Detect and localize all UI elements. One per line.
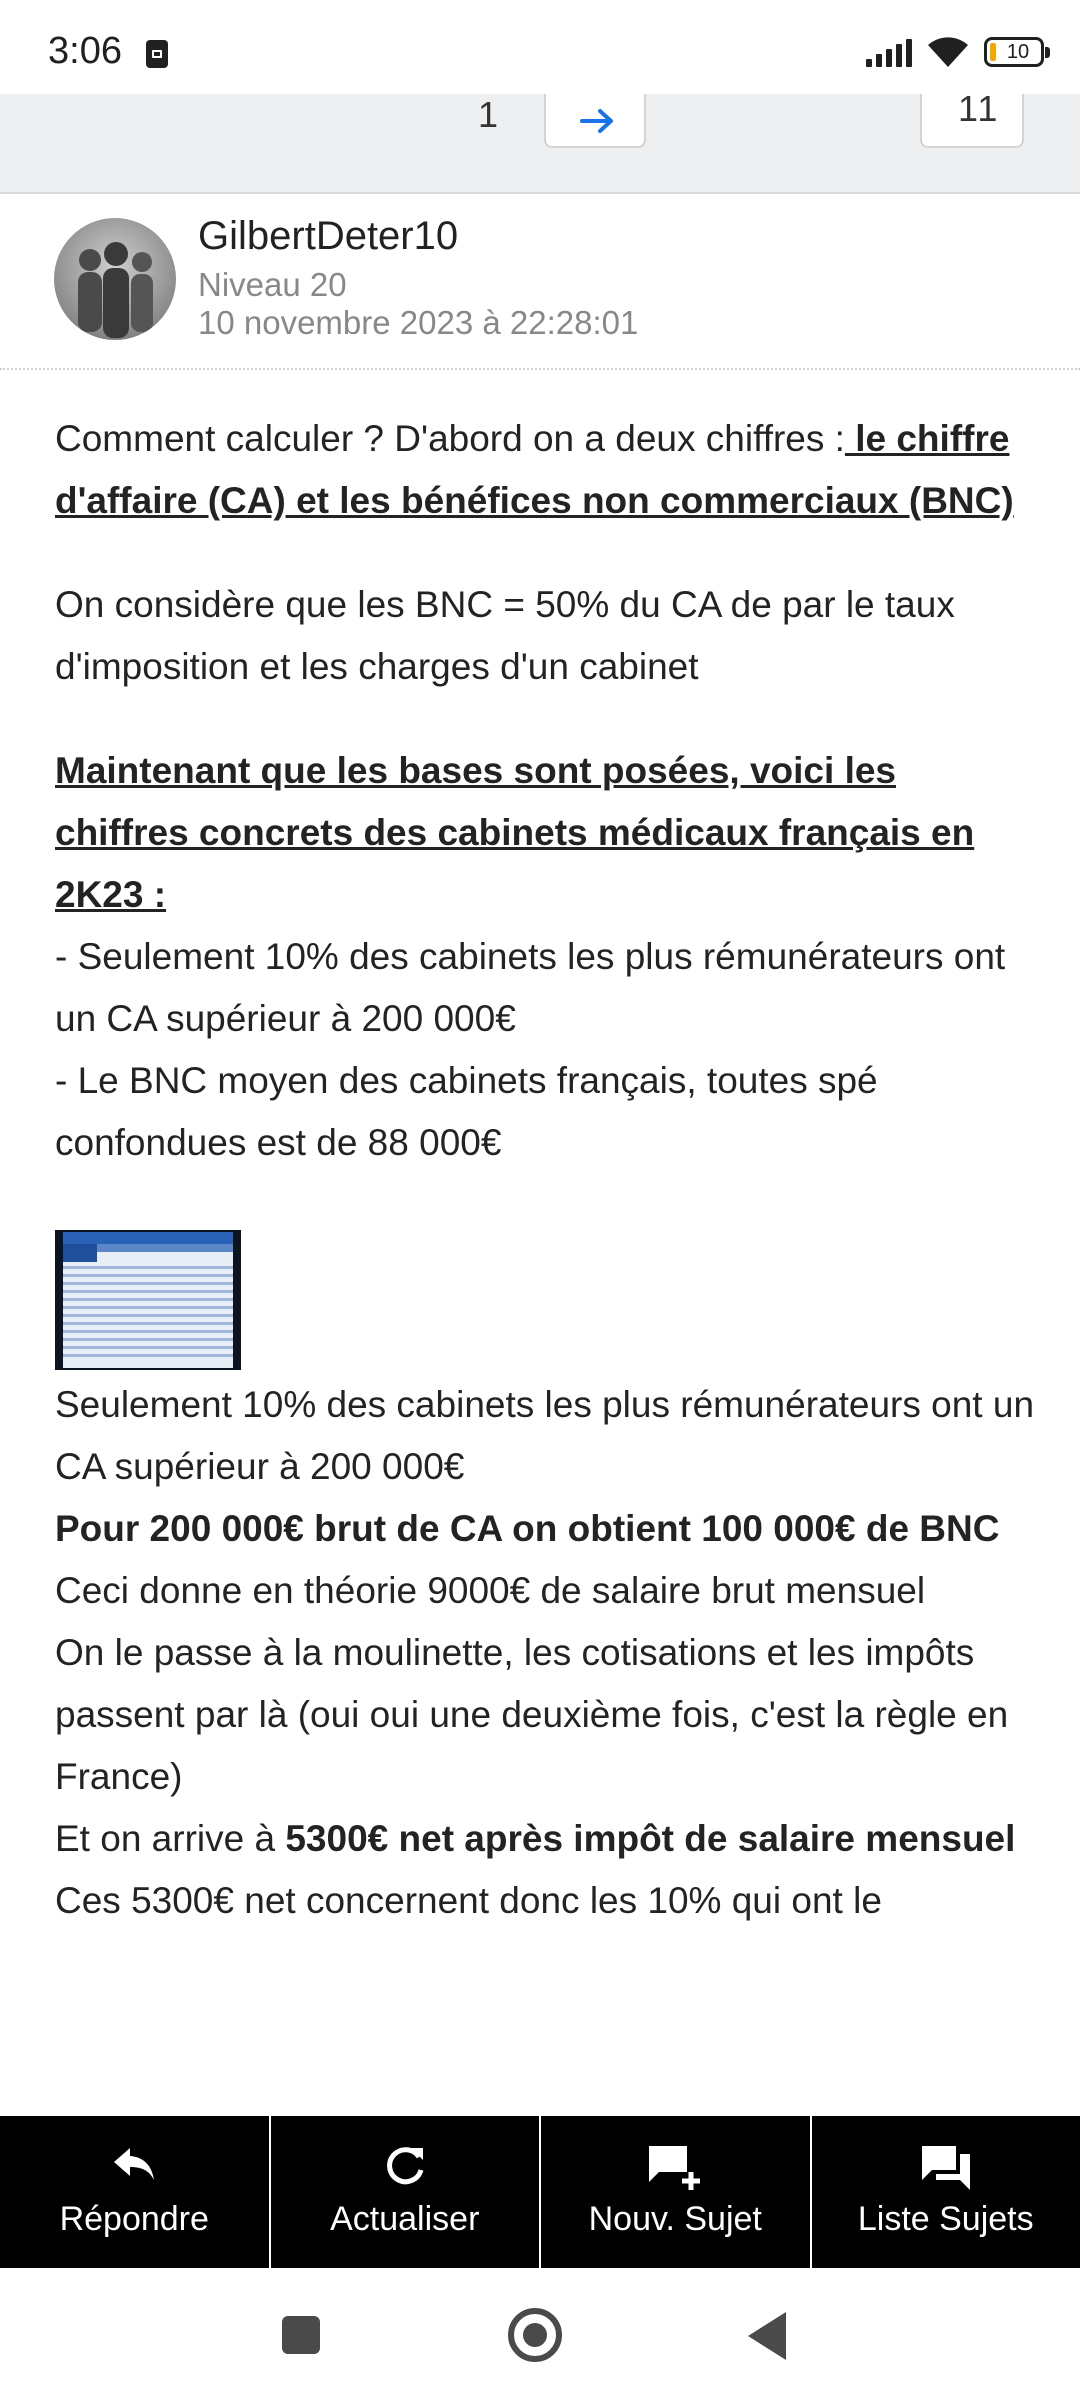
author-level: Niveau 20	[198, 266, 347, 303]
back-button[interactable]	[748, 2312, 786, 2360]
current-page-number: 1	[478, 94, 499, 135]
highlight-text: le chiffre d'affaire (CA) et les bénéfices non commerciaux (BNC)	[55, 418, 1014, 521]
paragraph-intro: Comment calculer ? D'abord on a deux chiffres : le chiffre d'affaire (CA) et les bénéfices non commerciaux (BNC)	[55, 418, 1014, 521]
section-heading: Maintenant que les bases sont posées, voici les chiffres concrets des cabinets médicaux français en 2K23 :	[55, 750, 975, 915]
paragraph-line: On le passe à la moulinette, les cotisations et les impôts passent par là (oui oui une deuxième fois, c'est la règle en France)	[55, 1632, 1009, 1797]
new-topic-icon	[647, 2144, 703, 2192]
topic-list-icon	[920, 2144, 972, 2192]
system-nav-bar	[0, 2268, 1080, 2400]
list-item: - Seulement 10% des cabinets les plus rémunérateurs ont un CA supérieur à 200 000€	[55, 936, 1006, 1039]
refresh-icon	[383, 2144, 427, 2188]
paragraph-bnc: On considère que les BNC = 50% du CA de par le taux d'imposition et les charges d'un cabinet	[55, 584, 955, 687]
last-page-button[interactable]	[920, 88, 1024, 148]
paragraph-line: Ces 5300€ net concernent donc les 10% qui ont le	[55, 1880, 882, 1921]
last-page-number: 11	[958, 88, 1000, 129]
post-date: 10 novembre 2023 à 22:28:01	[198, 304, 639, 341]
pagination-bar	[0, 88, 1080, 194]
signal-icon	[866, 37, 912, 67]
post-body	[55, 408, 1035, 1932]
notification-icon	[146, 40, 168, 68]
paragraph-bold: Pour 200 000€ brut de CA on obtient 100 000€ de BNC	[55, 1508, 1000, 1549]
status-time: 3:06	[48, 30, 122, 72]
next-page-button[interactable]	[544, 94, 646, 148]
topic-list-button[interactable]: Liste Sujets	[812, 2116, 1080, 2268]
recents-button[interactable]	[282, 2316, 320, 2354]
action-bar	[0, 2116, 1080, 2268]
status-indicators	[866, 32, 1044, 72]
battery-level: 10	[1006, 40, 1030, 63]
table-image-thumbnail[interactable]	[55, 1230, 241, 1370]
list-item: - Le BNC moyen des cabinets français, toutes spé confondues est de 88 000€	[55, 1060, 878, 1163]
arrow-right-icon	[580, 106, 616, 136]
paragraph-line: Et on arrive à 5300€ net après impôt de salaire mensuel	[55, 1818, 1016, 1859]
reply-icon	[110, 2144, 158, 2184]
post-author[interactable]: GilbertDeter10	[198, 214, 459, 258]
paragraph-line: Seulement 10% des cabinets les plus rémunérateurs ont un CA supérieur à 200 000€	[55, 1384, 1035, 1487]
status-bar	[0, 0, 1080, 94]
new-topic-button[interactable]: Nouv. Sujet	[541, 2116, 812, 2268]
avatar[interactable]	[54, 218, 176, 340]
paragraph-line: Ceci donne en théorie 9000€ de salaire brut mensuel	[55, 1570, 926, 1611]
post-header	[0, 194, 1080, 370]
battery-icon	[984, 37, 1044, 67]
reply-button[interactable]: Répondre	[0, 2116, 271, 2268]
refresh-button[interactable]: Actualiser	[271, 2116, 542, 2268]
home-button[interactable]	[508, 2308, 562, 2362]
wifi-icon	[926, 35, 970, 69]
